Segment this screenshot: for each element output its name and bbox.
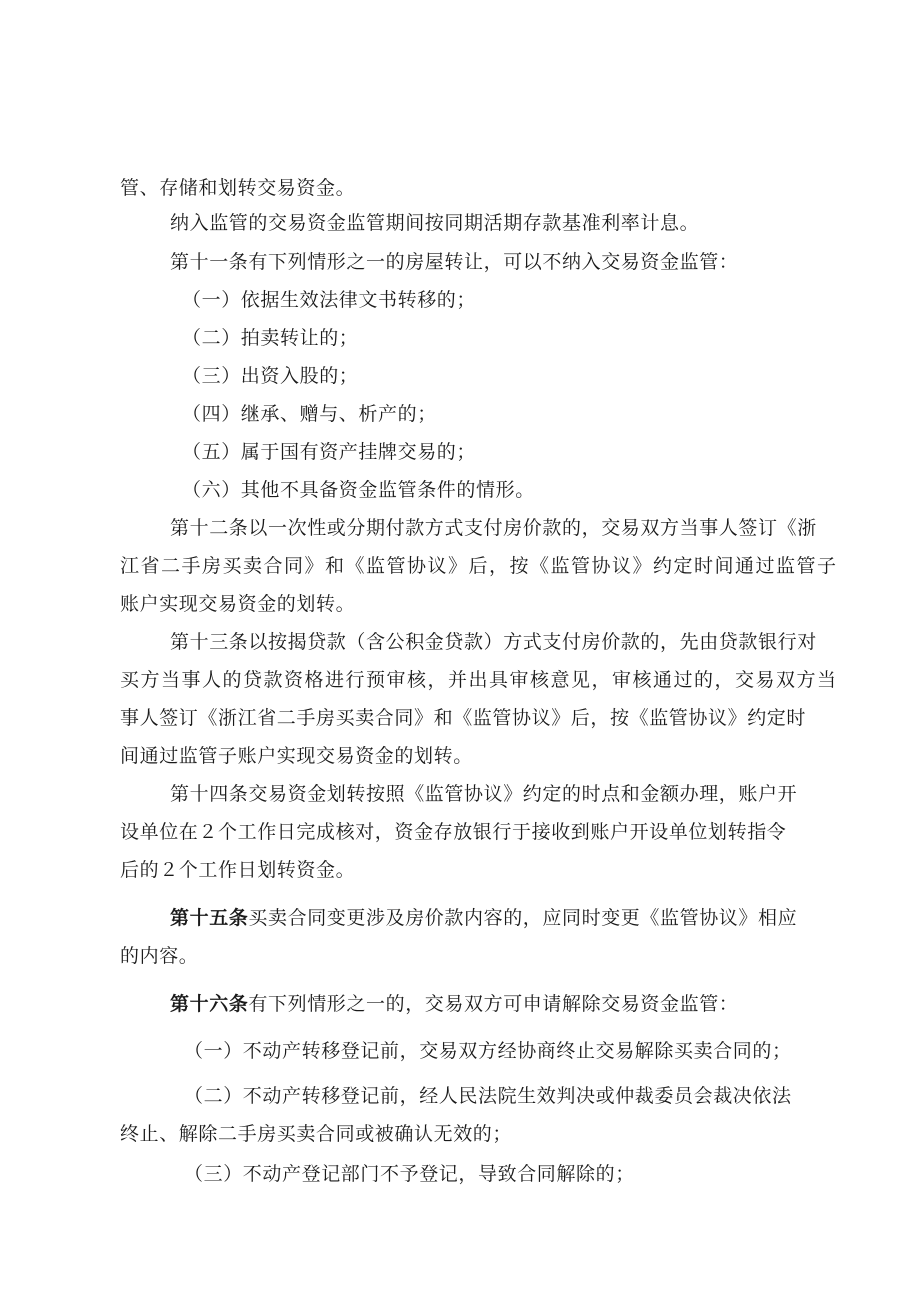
article-number: 第十五条 xyxy=(170,907,249,929)
text-line: 账户实现交易资金的划转。 xyxy=(120,593,356,615)
article-number: 第十六条 xyxy=(170,993,249,1015)
text-line: （二）不动产转移登记前，经人民法院生效判决或仲裁委员会裁决依法 xyxy=(184,1085,792,1107)
text-line: 的内容。 xyxy=(120,945,199,967)
text-line: （六）其他不具备资金监管条件的情形。 xyxy=(182,479,535,501)
text-line: （三）出资入股的； xyxy=(182,365,359,387)
text-line xyxy=(170,992,920,1016)
text-line: 间通过监管子账户实现交易资金的划转。 xyxy=(120,745,473,767)
text-line: 纳入监管的交易资金监管期间按同期活期存款基准利率计息。 xyxy=(170,212,700,234)
text-line: 买方当事人的贷款资格进行预审核，并出具审核意见，审核通过的，交易双方当 xyxy=(120,669,838,691)
text-line: 第十三条以按揭贷款（含公积金贷款）方式支付房价款的，先由贷款银行对 xyxy=(170,631,817,653)
text-line: （二）拍卖转让的； xyxy=(182,327,359,349)
article-text: 有下列情形之一的，交易双方可申请解除交易资金监管： xyxy=(248,993,739,1015)
text-line: 第十二条以一次性或分期付款方式支付房价款的，交易双方当事人签订《浙 xyxy=(170,517,817,539)
text-line: （三）不动产登记部门不予登记，导致合同解除的； xyxy=(184,1163,635,1185)
text-line xyxy=(170,906,920,930)
article-text: 买卖合同变更涉及房价款内容的，应同时变更《监管协议》相应 xyxy=(248,907,798,929)
text-line: （一）不动产转移登记前，交易双方经协商终止交易解除买卖合同的； xyxy=(184,1040,792,1062)
text-line: 事人签订《浙江省二手房买卖合同》和《监管协议》后，按《监管协议》约定时 xyxy=(120,707,807,729)
text-line: 管、存储和划转交易资金。 xyxy=(120,177,356,199)
text-line: 后的２个工作日划转资金。 xyxy=(120,859,356,881)
text-line: 终止、解除二手房买卖合同或被确认无效的； xyxy=(120,1123,513,1145)
text-line: （一）依据生效法律文书转移的； xyxy=(182,289,477,311)
text-line: （四）继承、赠与、析产的； xyxy=(182,403,437,425)
text-line: 江省二手房买卖合同》和《监管协议》后，按《监管协议》约定时间通过监管子 xyxy=(120,555,838,577)
text-line: 第十一条有下列情形之一的房屋转让，可以不纳入交易资金监管： xyxy=(170,251,739,273)
text-line: 设单位在２个工作日完成核对，资金存放银行于接收到账户开设单位划转指令 xyxy=(120,821,787,843)
text-line: 第十四条交易资金划转按照《监管协议》约定的时点和金额办理，账户开 xyxy=(170,783,798,805)
text-line: （五）属于国有资产挂牌交易的； xyxy=(182,441,477,463)
